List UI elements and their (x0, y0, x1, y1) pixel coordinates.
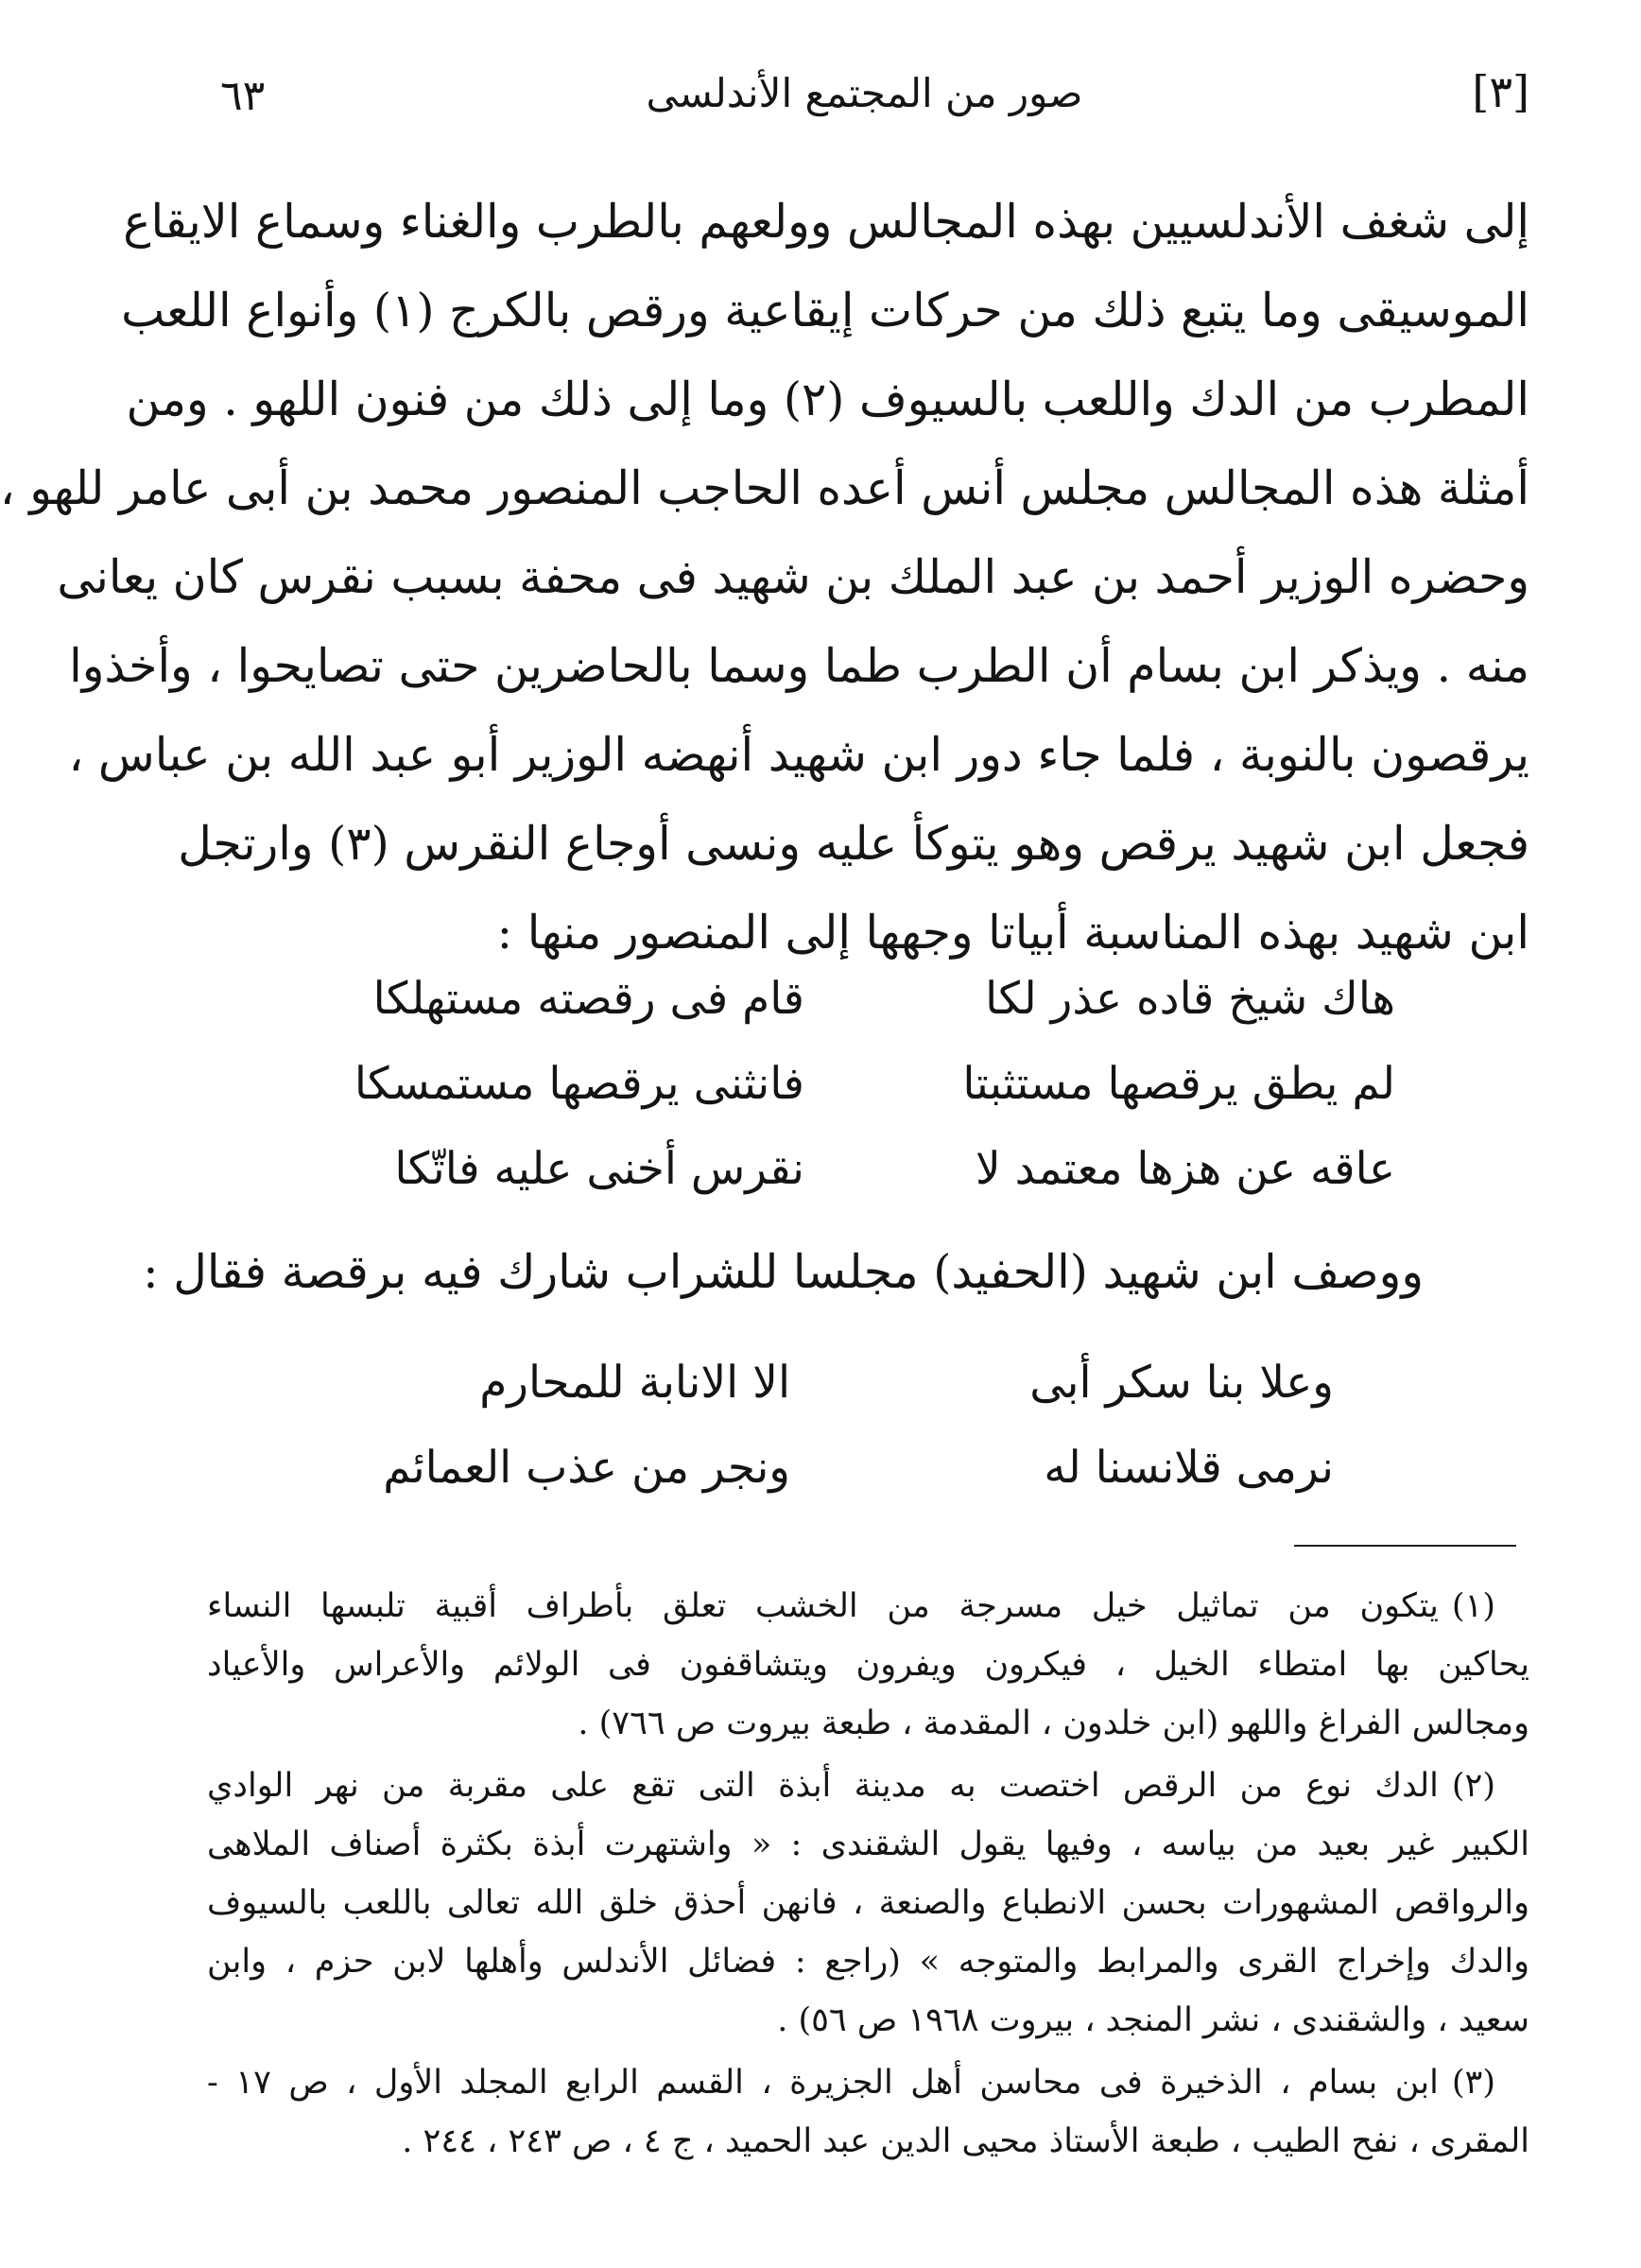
footnote-line: المقرى ، نفح الطيب ، طبعة الأستاذ محيى الدين عبد الحميد ، ج ٤ ، ص ٢٤٣ ، ٢٤٤ . (402, 2122, 1529, 2160)
footnotes (207, 1577, 1529, 2174)
verse (86, 957, 1641, 1042)
body-line: أمثلة هذه المجالس مجلس أنس أعده الحاجب المنصور محمد بن أبى عامر للهو ، (0, 461, 1529, 515)
body-line: منه . ويذكر ابن بسام أن الطرب طما وسما بالحاضرين حتى تصايحوا ، وأخذوا (69, 639, 1529, 693)
page-number: ٦٣ (220, 72, 266, 120)
verse (86, 1341, 1641, 1426)
footnote-number: (٢) (1451, 1767, 1495, 1805)
footnote-text: ابن بسام ، الذخيرة فى محاسن أهل الجزيرة ، القسم الرابع المجلد الأول ، ص ١٧ - (207, 2064, 1439, 2102)
footnote-line: والرواقص المشهورات بحسن الانطباع والصنعة ، فانهن أحذق خلق الله تعالى باللعب بالسيوف (207, 1884, 1529, 1922)
footnote (207, 1757, 1529, 2050)
verse-first-hemistich: لم يطق يرقصها مستثبتا (962, 1058, 1395, 1110)
verse (86, 1042, 1641, 1127)
footnote (207, 1577, 1529, 1753)
body-line: الموسيقى وما يتبع ذلك من حركات إيقاعية ورقص بالكرج (١) وأنواع اللعب (121, 284, 1529, 338)
body-line: وحضره الوزير أحمد بن عبد الملك بن شهيد فى محفة بسبب نقرس كان يعانى (57, 550, 1529, 604)
verse-second-hemistich: ونجر من عذب العمائم (383, 1442, 790, 1494)
footnote-text: يتكون من تماثيل خيل مسرجة من الخشب تعلق بأطراف أقبية تلبسها النساء (207, 1587, 1439, 1625)
verse-second-hemistich: الا الانابة للمحارم (479, 1357, 790, 1409)
verse (86, 1426, 1641, 1511)
footnote-line: الكبير غير بعيد من بياسه ، وفيها يقول الشقندى : « واشتهرت أبذة بكثرة أصناف الملاهى (207, 1826, 1529, 1863)
running-header (199, 59, 1529, 144)
footnote-number: (٣) (1451, 2064, 1495, 2102)
footnote-separator (1294, 1545, 1516, 1547)
footnote-line (207, 1757, 1529, 1815)
verse-first-hemistich: وعلا بنا سكر أبى (1029, 1357, 1334, 1409)
body-line: إلى شغف الأندلسيين بهذه المجالس وولعهم بالطرب والغناء وسماع الايقاع (123, 195, 1529, 249)
body-line: ابن شهيد بهذه المناسبة أبياتا وجهها إلى المنصور منها : (496, 906, 1529, 960)
body-line: فجعل ابن شهيد يرقص وهو يتوكأ عليه ونسى أوجاع النقرس (٣) وارتجل (178, 817, 1529, 871)
footnote-line: سعيد ، والشقندى ، نشر المنجد ، بيروت ١٩٦٨ ص ٥٦) . (777, 2001, 1529, 2039)
footnote-number: (١) (1451, 1587, 1495, 1625)
poem-1 (86, 957, 1641, 1212)
body-line: يرقصون بالنوبة ، فلما جاء دور ابن شهيد أنهضه الوزير أبو عبد الله بن عباس ، (68, 728, 1529, 782)
poem-2 (86, 1341, 1641, 1511)
verse-first-hemistich: نرمى قلانسنا له (1044, 1442, 1334, 1494)
footnote-line: يحاكين بها امتطاء الخيل ، فيكرون ويفرون ويتشاقفون فى الولائم والأعراس والأعياد (207, 1646, 1529, 1684)
verse (86, 1127, 1641, 1212)
footnote (207, 2053, 1529, 2171)
poem-2-intro: ووصف ابن شهيد (الحفيد) مجلسا للشراب شارك فيه برقصة فقال : (143, 1245, 1424, 1299)
running-title: صور من المجتمع الأندلسى (646, 70, 1083, 116)
verse-first-hemistich: عاقه عن هزها معتمد لا (975, 1143, 1395, 1195)
footnote-line (207, 2053, 1529, 2112)
body-paragraph (0, 178, 1529, 978)
footnote-line: والدك وإخراج القرى والمرابط والمتوجه » (راجع : فضائل الأندلس وأهلها لابن حزم ، وابن (207, 1943, 1529, 1981)
body-line: المطرب من الدك واللعب بالسيوف (٢) وما إلى ذلك من فنون اللهو . ومن (126, 372, 1529, 426)
footnote-line: ومجالس الفراغ واللهو (ابن خلدون ، المقدمة ، طبعة بيروت ص ٧٦٦) . (578, 1705, 1529, 1742)
verse-second-hemistich: نقرس أخنى عليه فاتّكا (394, 1143, 804, 1195)
footnote-line (207, 1577, 1529, 1636)
verse-first-hemistich: هاك شيخ قاده عذر لكا (985, 973, 1395, 1025)
signature-mark: [٣] (1472, 66, 1529, 117)
verse-second-hemistich: فانثنى يرقصها مستمسكا (354, 1058, 804, 1110)
footnote-text: الدك نوع من الرقص اختصت به مدينة أبذة التى تقع على مقربة من نهر الوادي (207, 1767, 1439, 1805)
verse-second-hemistich: قام فى رقصته مستهلكا (372, 973, 804, 1025)
